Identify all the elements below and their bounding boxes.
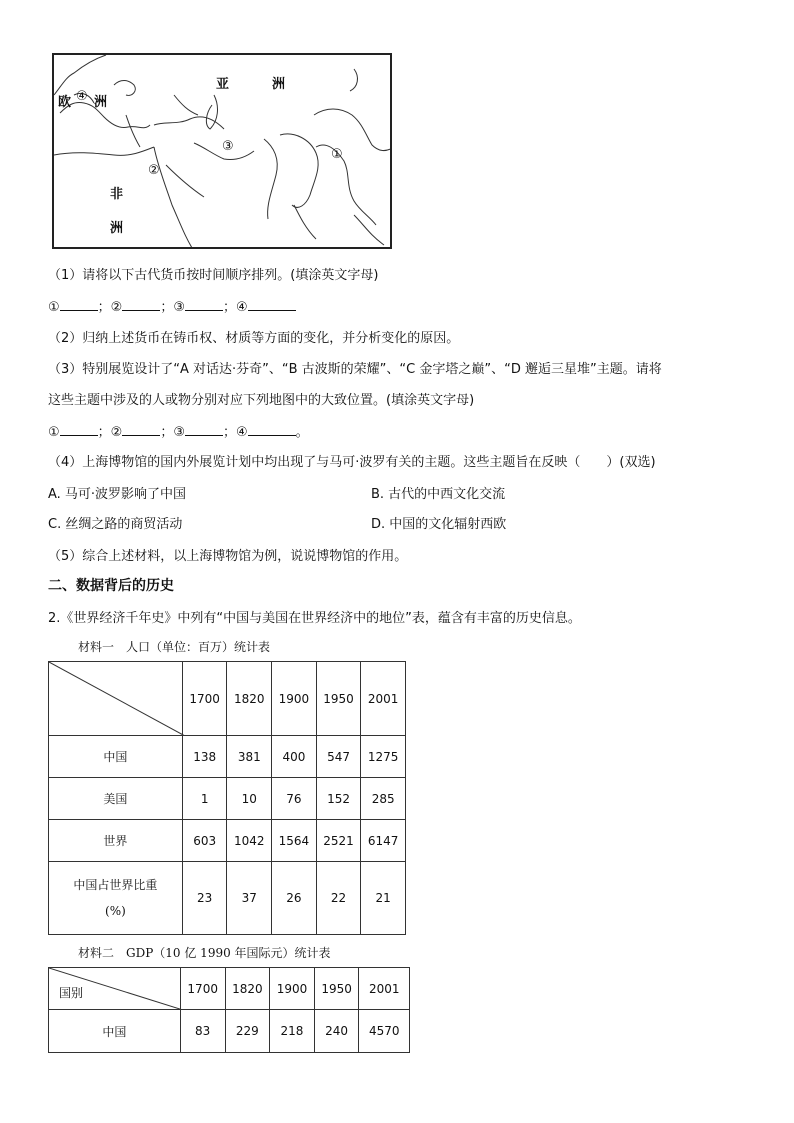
row-label: 世界	[49, 820, 183, 862]
option-b[interactable]: B. 古代的中西文化交流	[371, 487, 506, 502]
map-label-asia-2: 洲	[272, 77, 286, 92]
option-c[interactable]: C. 丝绸之路的商贸活动	[48, 517, 183, 532]
answer-label-1: ①	[48, 425, 60, 440]
table-cell: 26	[272, 862, 317, 935]
table-cell: 1	[182, 778, 227, 820]
map-marker-4: ④	[76, 89, 88, 104]
row-label: 中国	[49, 1010, 181, 1053]
row-label: 美国	[49, 778, 183, 820]
row-label: 中国	[49, 736, 183, 778]
option-a[interactable]: A. 马可·波罗影响了中国	[48, 487, 187, 502]
table-cell: 37	[227, 862, 272, 935]
table-row	[49, 820, 406, 862]
table-row	[49, 1010, 410, 1053]
answer-blank-4[interactable]	[248, 423, 296, 436]
year-header: 1700	[180, 968, 225, 1010]
table-cell: 1275	[361, 736, 406, 778]
year-header: 1950	[316, 662, 361, 736]
row-label-line-2: (%)	[105, 904, 126, 918]
option-d[interactable]: D. 中国的文化辐射西欧	[371, 517, 507, 532]
table-cell: 2521	[316, 820, 361, 862]
question-3-line-1: （3）特别展览设计了“A 对话达·芬奇”、“B 古波斯的荣耀”、“C 金字塔之巅”、“D 邂逅三星堆”主题。请将	[48, 362, 662, 377]
answer-label-2: ；②	[97, 425, 123, 440]
table-cell: 152	[316, 778, 361, 820]
map-label-europe-2: 洲	[94, 95, 108, 110]
map-label-asia-1: 亚	[216, 77, 230, 92]
question-5: （5）综合上述材料，以上海博物馆为例，说说博物馆的作用。	[48, 549, 408, 564]
year-header: 1900	[270, 968, 315, 1010]
year-header: 1900	[272, 662, 317, 736]
table-cell: 1042	[227, 820, 272, 862]
table-cell: 6147	[361, 820, 406, 862]
diagonal-line	[49, 662, 185, 736]
table-cell: 21	[361, 862, 406, 935]
table-row	[49, 736, 406, 778]
answer-end: 。	[295, 425, 309, 440]
table-cell: 4570	[359, 1010, 410, 1053]
answer-blank-4[interactable]	[248, 298, 296, 311]
table-cell: 240	[314, 1010, 359, 1053]
map-label-europe-1: 欧	[58, 95, 72, 110]
corner-label: 国别	[59, 986, 84, 1000]
table-cell: 22	[316, 862, 361, 935]
table-cell: 400	[272, 736, 317, 778]
map-figure	[52, 53, 392, 249]
table-2-caption: 材料二 GDP（10 亿 1990 年国际元）统计表	[78, 946, 331, 960]
table-1-caption: 材料一 人口（单位：百万）统计表	[78, 640, 271, 654]
question-3-answers	[48, 421, 309, 440]
answer-label-3: ；③	[160, 300, 185, 315]
question-1-answers	[48, 296, 296, 315]
year-header: 1820	[225, 968, 270, 1010]
table-row	[49, 862, 406, 935]
answer-blank-3[interactable]	[185, 298, 223, 311]
answer-blank-1[interactable]	[60, 298, 98, 311]
answer-label-1: ①	[48, 300, 60, 315]
year-header: 1950	[314, 968, 359, 1010]
table-cell: 381	[227, 736, 272, 778]
table-cell: 76	[272, 778, 317, 820]
map-marker-3: ③	[222, 139, 234, 154]
table-cell: 1564	[272, 820, 317, 862]
table-cell: 229	[225, 1010, 270, 1053]
answer-blank-2[interactable]	[122, 298, 160, 311]
answer-label-4: ；④	[222, 300, 248, 315]
answer-blank-1[interactable]	[60, 423, 98, 436]
answer-label-2: ；②	[97, 300, 123, 315]
row-label-line-1: 中国占世界比重	[73, 878, 158, 892]
year-header: 2001	[359, 968, 410, 1010]
table-corner-cell	[49, 662, 183, 736]
population-table	[48, 661, 406, 935]
table-cell: 23	[182, 862, 227, 935]
table-cell: 603	[182, 820, 227, 862]
answer-blank-3[interactable]	[185, 423, 223, 436]
question-4: （4）上海博物馆的国内外展览计划中均出现了与马可·波罗有关的主题。这些主题旨在反映（ ）(双选)	[48, 455, 656, 470]
section-intro: 2.《世界经济千年史》中列有“中国与美国在世界经济中的地位”表，蕴含有丰富的历史信息。	[48, 611, 581, 626]
table-cell: 285	[361, 778, 406, 820]
year-header: 1820	[227, 662, 272, 736]
year-header: 1700	[182, 662, 227, 736]
question-2: （2）归纳上述货币在铸币权、材质等方面的变化，并分析变化的原因。	[48, 331, 460, 346]
answer-blank-2[interactable]	[122, 423, 160, 436]
question-1: （1）请将以下古代货币按时间顺序排列。(填涂英文字母)	[48, 268, 379, 283]
answer-label-3: ；③	[160, 425, 185, 440]
gdp-table	[48, 967, 410, 1053]
map-marker-1: ①	[331, 147, 343, 162]
table-corner-cell	[49, 968, 181, 1010]
table-cell: 547	[316, 736, 361, 778]
map-label-africa-2: 洲	[110, 221, 124, 236]
map-label-africa-1: 非	[110, 187, 124, 202]
table-cell: 218	[270, 1010, 315, 1053]
answer-label-4: ；④	[222, 425, 248, 440]
table-cell: 10	[227, 778, 272, 820]
table-cell: 138	[182, 736, 227, 778]
year-header: 2001	[361, 662, 406, 736]
question-3-line-2: 这些主题中涉及的人或物分别对应下列地图中的大致位置。(填涂英文字母)	[48, 393, 475, 408]
table-row	[49, 778, 406, 820]
table-cell: 83	[180, 1010, 225, 1053]
map-marker-2: ②	[148, 163, 160, 178]
row-label	[49, 862, 183, 935]
section-heading: 二、数据背后的历史	[48, 578, 174, 594]
